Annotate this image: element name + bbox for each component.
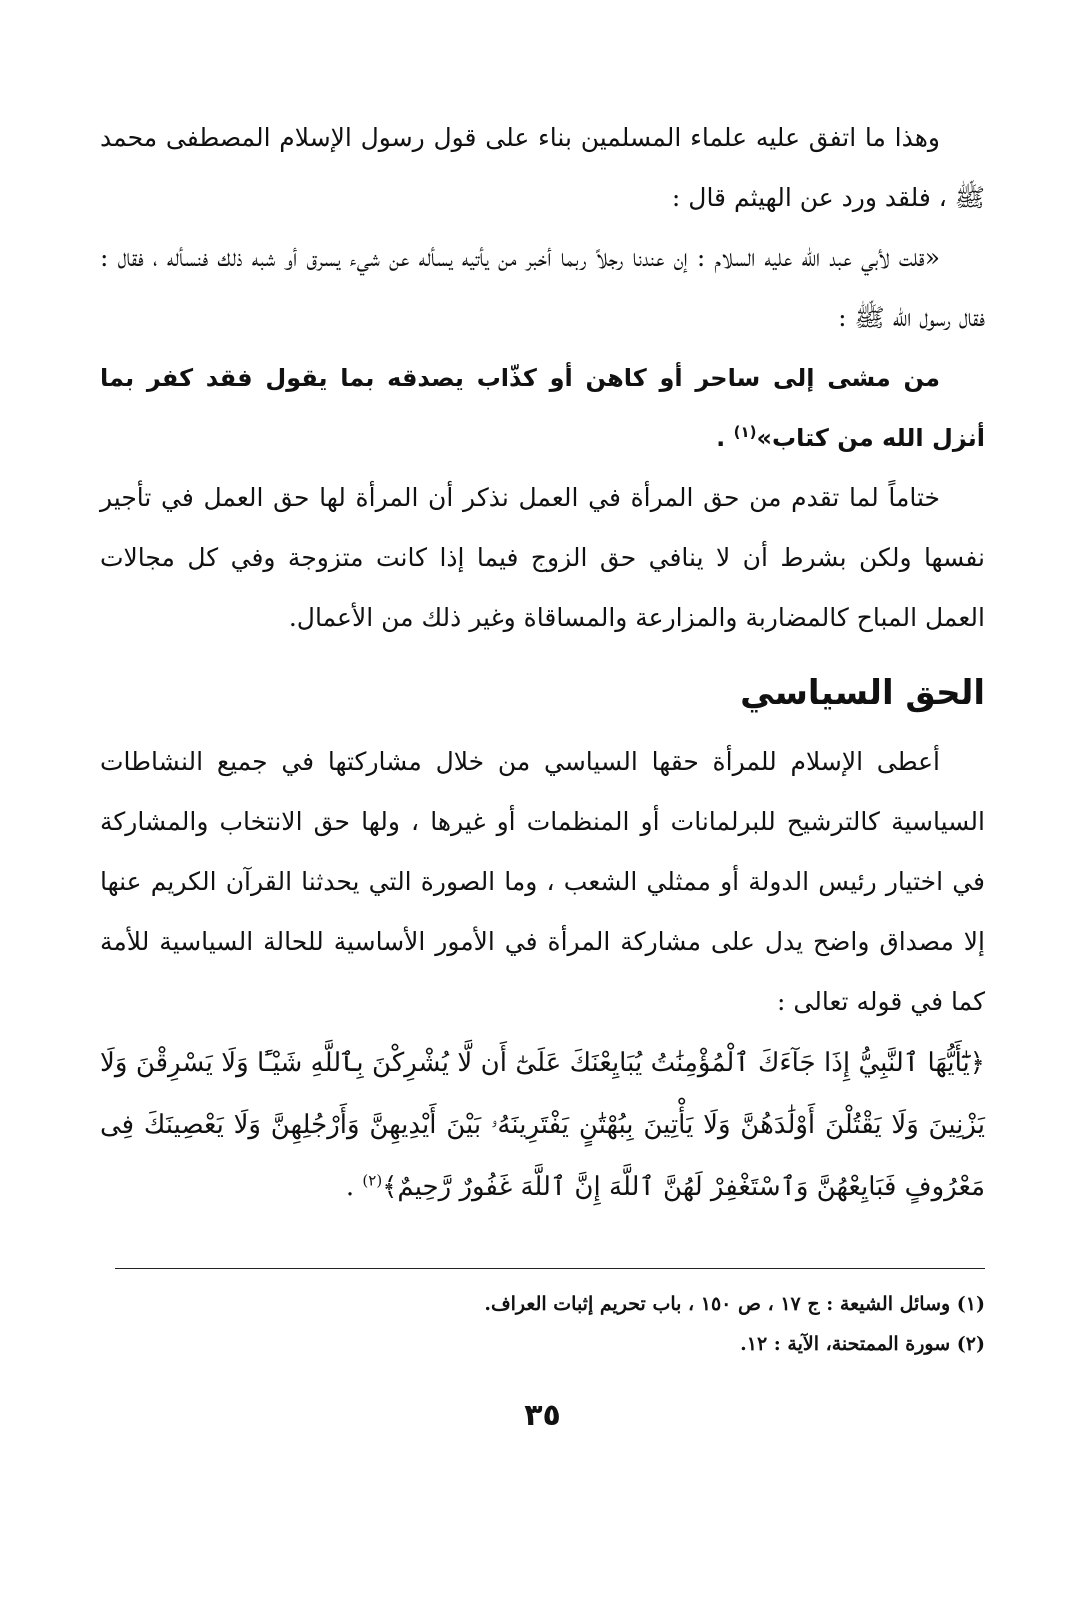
footnote-divider [115,1268,985,1269]
hadith-end: . [716,424,734,452]
quran-text: ﴿يَٰٓأَيُّهَا ٱلنَّبِيُّ إِذَا جَآءَكَ ٱلْمُؤْمِنَٰتُ يُبَايِعْنَكَ عَلَىٰٓ أَن لَّا يُشْرِكْنَ بِٱللَّهِ شَيْـًٔا وَلَا يَسْرِقْنَ وَلَا يَزْنِينَ وَلَا يَقْتُلْنَ أَوْلَٰدَهُنَّ وَلَا يَأْتِينَ بِبُهْتَٰنٍ يَفْتَرِينَهُۥ بَيْنَ أَيْدِيهِنَّ وَأَرْجُلِهِنَّ وَلَا يَعْصِينَكَ فِى مَعْرُوفٍ فَبَايِعْهُنَّ وَٱسْتَغْفِرْ لَهُنَّ ٱللَّهَ إِنَّ ٱللَّهَ غَفُورٌ رَّحِيمٌ﴾ [100,1048,985,1202]
footnote-marker-1: (١) [733,423,757,441]
footnote-2: (٢) سورة الممتحنة، الآية : ١٢. [740,1333,985,1355]
quran-verse [100,1032,985,1218]
page-number: ٣٥ [524,1398,561,1433]
hadith-text: من مشى إلى ساحر أو كاهن أو كذّاب يصدقه بما يقول فقد كفر بما أنزل الله من كتاب» [100,364,985,452]
footnote-1: (١) وسائل الشيعة : ج ١٧ ، ص ١٥٠ ، باب تحريم إثبات العراف. [484,1293,985,1315]
paragraph-political-right: أعطى الإسلام للمرأة حقها السياسي من خلال مشاركتها في جميع النشاطات السياسية كالترشيح للبرلمانات أو المنظمات أو غيرها ، ولها حق الانتخاب والمشاركة في اختيار رئيس الدولة أو ممثلي الشعب ، وما الصورة التي يحدثنا القرآن الكريم عنها إلا مصداق واضح يدل على مشاركة المرأة في الأمور الأساسية للحالة السياسية للأمة كما في قوله تعالى : [100,747,985,1016]
hadith-quote [100,348,985,468]
paragraph-narration: «قلت لأبي عبد الله عليه السلام : إن عندنا رجلاً ربما أخبر من يأتيه يسأله عن شيء يسرق أو شبه ذلك فنسأله ، فقال : فقال رسول الله ﷺ : [100,243,985,332]
paragraph-intro: وهذا ما اتفق عليه علماء المسلمين بناء على قول رسول الإسلام المصطفى محمد ﷺ ، فلقد ورد عن الهيثم قال : [100,123,985,212]
quran-end: . [345,1172,363,1202]
paragraph-conclusion: ختاماً لما تقدم من حق المرأة في العمل نذكر أن المرأة لها حق العمل في تأجير نفسها ولكن بشرط أن لا ينافي حق الزوج فيما إذا كانت متزوجة وفي كل مجالات العمل المباح كالمضاربة والمزارعة والمساقاة وغير ذلك من الأعمال. [100,483,985,632]
footnotes [100,1284,985,1364]
page-body [100,108,985,1218]
section-heading: الحق السياسي [740,673,985,713]
footnote-marker-2: (٢) [362,1171,383,1190]
